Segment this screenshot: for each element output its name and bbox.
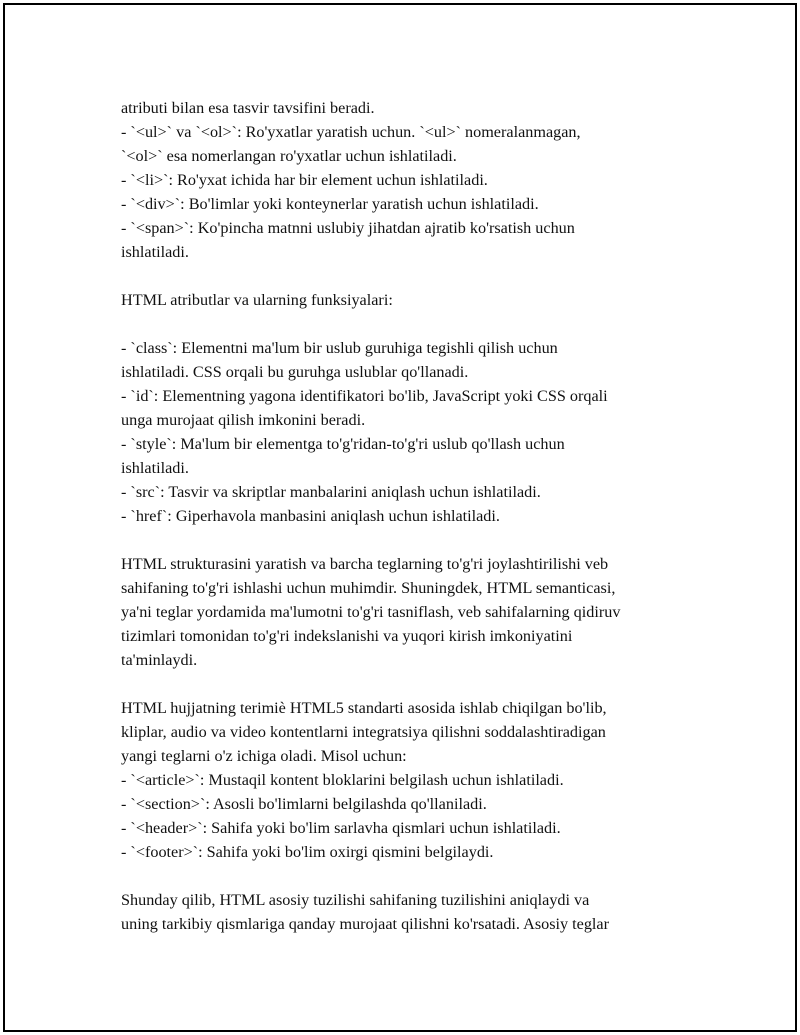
text-line: - `<header>`: Sahifa yoki bo'lim sarlavha qismlari uchun ishlatiladi. — [121, 819, 561, 837]
text-line: ishlatiladi. — [121, 459, 189, 477]
paragraph-gap — [121, 864, 721, 888]
paragraph-gap — [121, 312, 721, 336]
text-line: HTML strukturasini yaratish va barcha teglarning to'g'ri joylashtirilishi veb — [121, 555, 609, 573]
text-line: HTML hujjatning terimiè HTML5 standarti asosida ishlab chiqilgan bo'lib, — [121, 699, 607, 717]
text-line: ishlatiladi. — [121, 243, 189, 261]
text-line: - `href`: Giperhavola manbasini aniqlash uchun ishlatiladi. — [121, 507, 500, 525]
text-line: `<ol>` esa nomerlangan ro'yxatlar uchun ishlatiladi. — [121, 147, 457, 165]
text-line: - `<li>`: Ro'yxat ichida har bir element uchun ishlatiladi. — [121, 171, 488, 189]
text-line: yangi teglarni o'z ichiga oladi. Misol uchun: — [121, 747, 407, 765]
paragraph-gap — [121, 264, 721, 288]
text-line: ishlatiladi. CSS orqali bu guruhga uslublar qo'llanadi. — [121, 363, 469, 381]
text-line: ya'ni teglar yordamida ma'lumotni to'g'ri tasniflash, veb sahifalarning qidiruv — [121, 603, 621, 621]
text-line: atributi bilan esa tasvir tavsifini beradi. — [121, 99, 375, 117]
text-line: - `<article>`: Mustaqil kontent bloklarini belgilash uchun ishlatiladi. — [121, 771, 564, 789]
text-line: uning tarkibiy qismlariga qanday murojaat qilishni ko'rsatadi. Asosiy teglar — [121, 915, 610, 933]
text-line: unga murojaat qilish imkonini beradi. — [121, 411, 366, 429]
text-line: - `src`: Tasvir va skriptlar manbalarini aniqlash uchun ishlatiladi. — [121, 483, 541, 501]
text-line: Shunday qilib, HTML asosiy tuzilishi sahifaning tuzilishini aniqlaydi va — [121, 891, 590, 909]
text-line: - `<span>`: Ko'pincha matnni uslubiy jihatdan ajratib ko'rsatish uchun — [121, 219, 575, 237]
text-line: sahifaning to'g'ri ishlashi uchun muhimdir. Shuningdek, HTML semanticasi, — [121, 579, 616, 597]
text-line: - `<section>`: Asosli bo'limlarni belgilashda qo'llaniladi. — [121, 795, 487, 813]
text-line: ta'minlaydi. — [121, 651, 198, 669]
text-line: - `<div>`: Bo'limlar yoki konteynerlar yaratish uchun ishlatiladi. — [121, 195, 539, 213]
section-heading: HTML atributlar va ularning funksiyalari: — [121, 291, 393, 309]
text-line: - `style`: Ma'lum bir elementga to'g'ridan-to'g'ri uslub qo'llash uchun — [121, 435, 565, 453]
document-body — [121, 96, 721, 936]
text-line: - `id`: Elementning yagona identifikatori bo'lib, JavaScript yoki CSS orqali — [121, 387, 608, 405]
text-line: - `<footer>`: Sahifa yoki bo'lim oxirgi qismini belgilaydi. — [121, 843, 494, 861]
paragraph-gap — [121, 672, 721, 696]
page-frame — [3, 3, 797, 1032]
text-line: tizimlari tomonidan to'g'ri indekslanishi va yuqori kirish imkoniyatini — [121, 627, 573, 645]
text-line: kliplar, audio va video kontentlarni integratsiya qilishni soddalashtiradigan — [121, 723, 606, 741]
paragraph-gap — [121, 528, 721, 552]
text-line: - `<ul>` va `<ol>`: Ro'yxatlar yaratish uchun. `<ul>` nomeralanmagan, — [121, 123, 581, 141]
text-line: - `class`: Elementni ma'lum bir uslub guruhiga tegishli qilish uchun — [121, 339, 558, 357]
